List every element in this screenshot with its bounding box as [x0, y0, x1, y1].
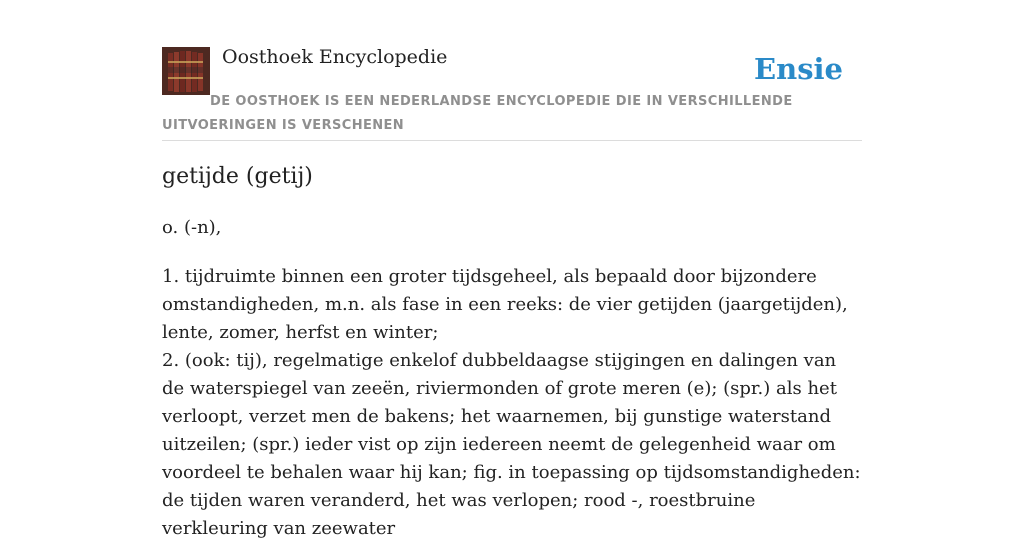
definition-sense-2: 2. (ook: tij), regelmatige enkelof dubbeldaagse stijgingen en dalingen van de waterspiegel van zeeën, riviermonden of grote meren (e); (spr.) als het verloopt, verzet men de bakens; het waarnemen, bij gunstige waterstand uitzeilen; (spr.) ieder vist op zijn iedereen neemt de gelegenheid waar om voordeel te behalen waar hij kan; fig. in toepassing op tijdsomstandigheden: de tijden waren veranderd, het was verlopen; rood -, roestbruine verkleuring van zeewater	[162, 350, 861, 539]
source-tagline: DE OOSTHOEK IS EEN NEDERLANDSE ENCYCLOPEDIE DIE IN VERSCHILLENDE UITVOERINGEN IS VERSCHENEN	[162, 94, 793, 133]
source-avatar[interactable]	[162, 47, 210, 95]
source-name[interactable]: Oosthoek Encyclopedie	[222, 46, 448, 68]
definition-sense-1: 1. tijdruimte binnen een groter tijdsgeheel, als bepaald door bijzondere omstandigheden, m.n. als fase in een reeks: de vier getijden (jaargetijden), lente, zomer, herfst en winter;	[162, 266, 848, 343]
entry-definition	[162, 263, 862, 543]
ensie-logo-link[interactable]: Ensie	[754, 52, 843, 86]
entry-title: getijde (getij)	[162, 164, 313, 189]
site-header	[162, 40, 862, 141]
book-spines-icon	[162, 47, 210, 95]
entry-grammar: o. (-n),	[162, 217, 222, 238]
